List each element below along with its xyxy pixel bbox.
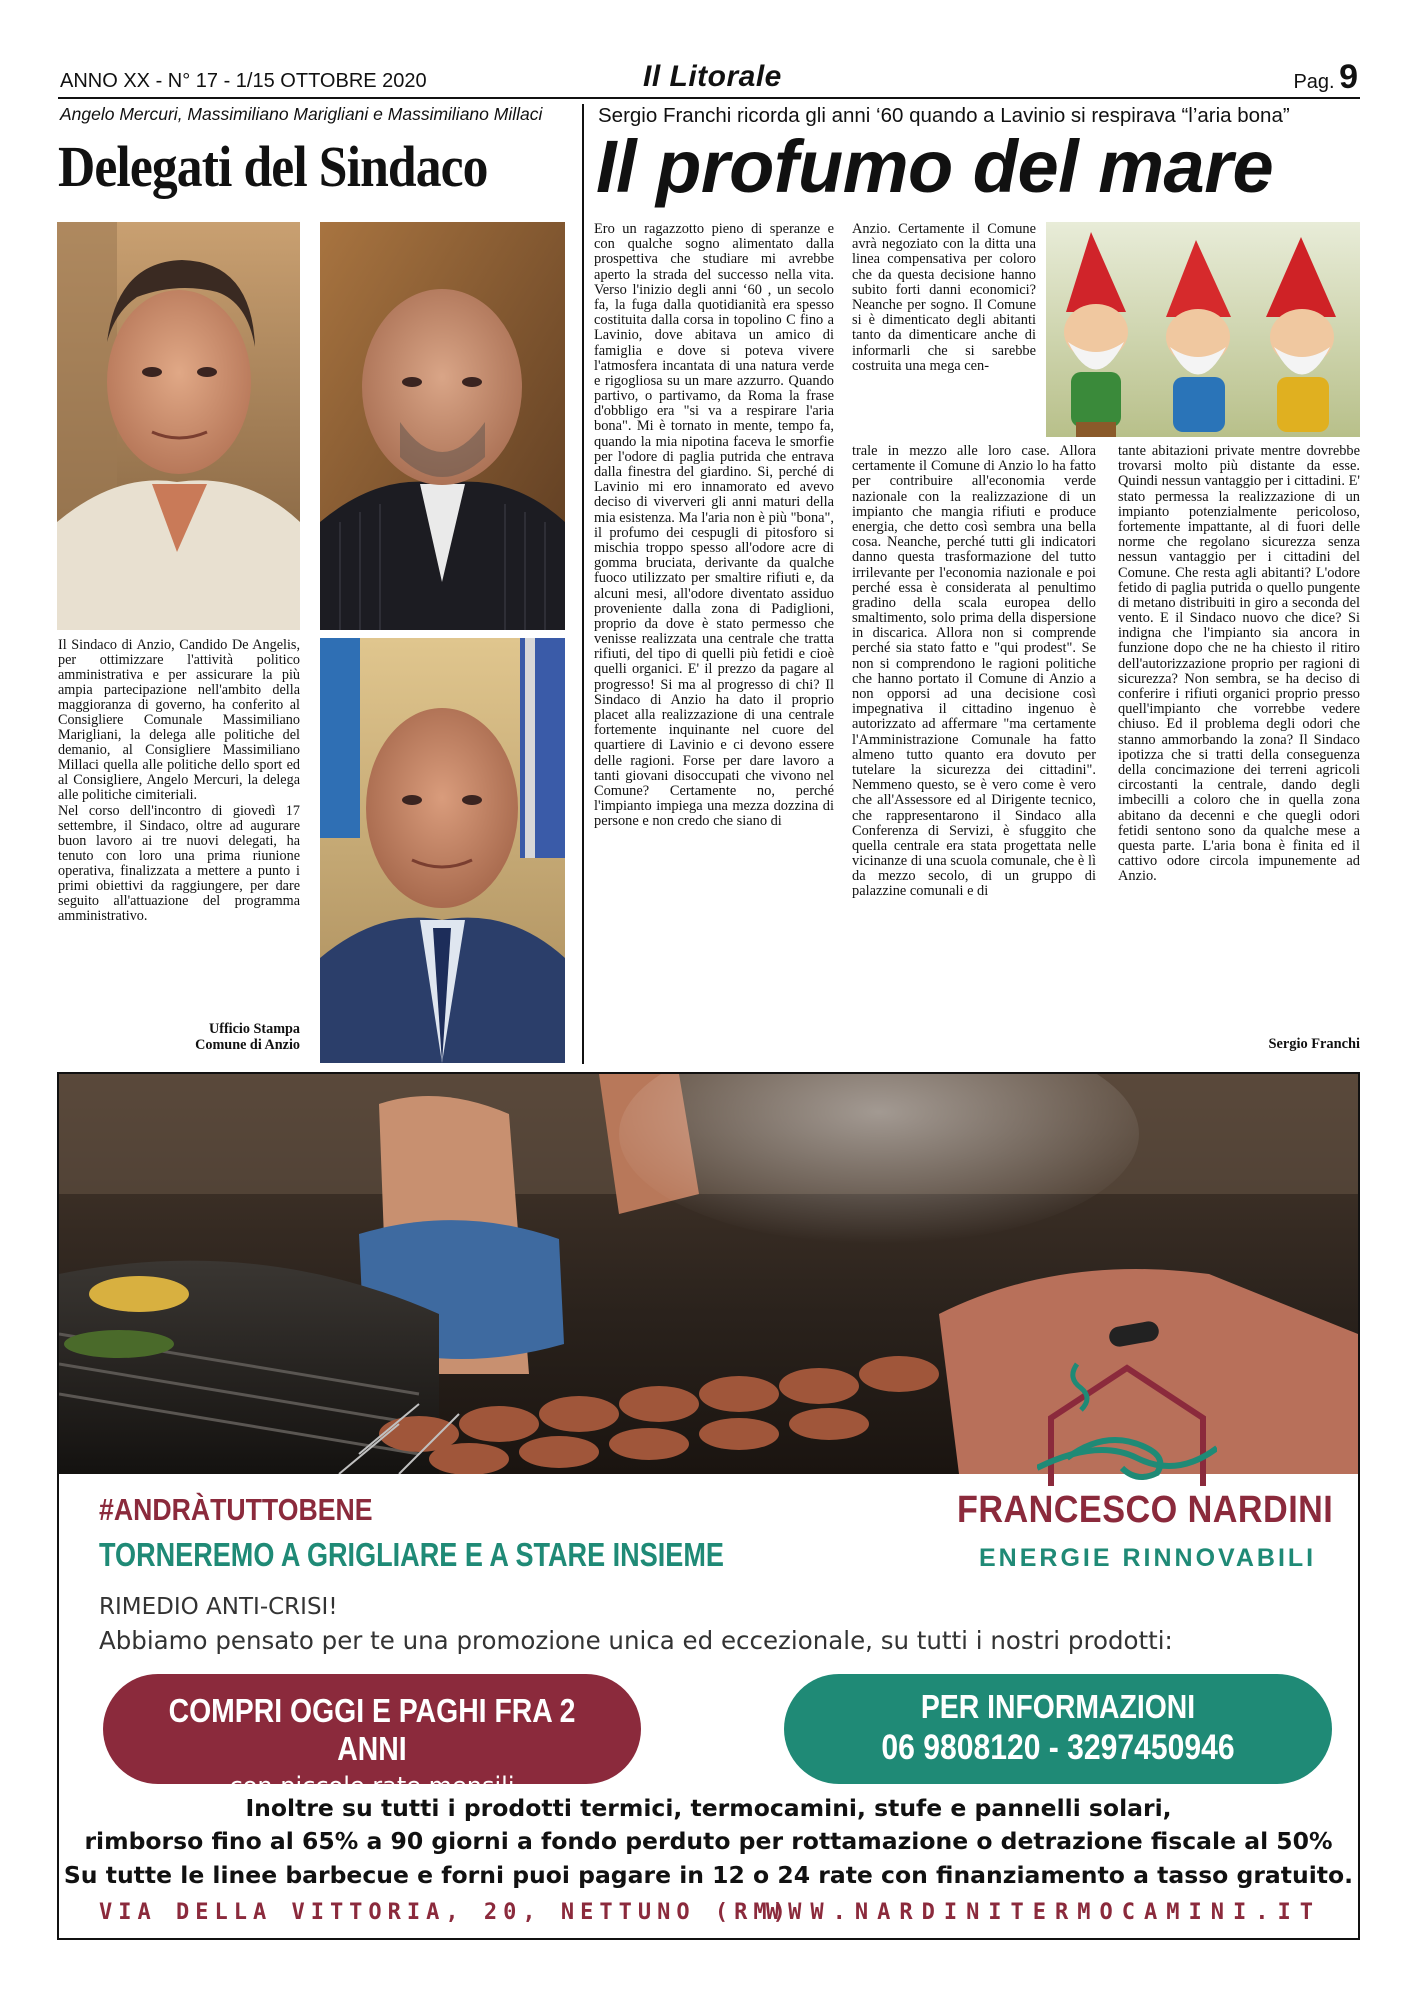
article-text: trale in mezzo alle loro case. Allora certamente il Comune di Anzio lo ha fatto per contribuire all'economia verde nazionale con la realizzazione di un impianto che mangia rifiuti e produce energia, che detto così sembra una bella cosa. Neanche, perché tutti gli indicatori danno questa trasformazione del tutto irrilevante per l'economia nazionale e poi perché essa è considerata al penultimo gradino della scala europea dello smaltimento, solo prima della dispersione in discarica. Allora non si comprende perché sia stato fatto e "qui prodest". Se non si comprendono le ragioni politiche che hanno portato il Comune di Anzio a non opporsi ad una decisione così impegnativa il cittadino ingenuo è autorizzato ad affermare "ma certamente l'Amministrazione Comunale ha fatto almeno tutto quanto era dovuto per tutelare la sicurezza dei cittadini". Nemmeno questo, se è vero come è vero che all'Assessore ed al Dirigente tecnico, che rappresentarono il Sindaco alla Conferenza di Servizi, è sfuggito che quella centrale era stata progettata nelle vicinanze di una scuola comunale, che è lì da mezzo secolo, di un gruppo di palazzine comunali e di (852, 443, 1096, 900)
photo-massimiliano-millaci (320, 638, 565, 1063)
ad-brand-name: FRANCESCO NARDINI (957, 1489, 1334, 1531)
article-column-2-top (852, 222, 1036, 374)
header-rule (58, 97, 1360, 99)
ad-hashtag: #ANDRÀTUTTOBENE (99, 1492, 373, 1527)
left-article-kicker: Angelo Mercuri, Massimiliano Marigliani e Massimiliano Millaci (60, 104, 543, 124)
ad-promo-text: Abbiamo pensato per te una promozione unica ed eccezionale, su tutti i nostri prodotti: (99, 1626, 1173, 1655)
masthead: Il Litorale (643, 60, 782, 93)
signature-line: Comune di Anzio (195, 1036, 300, 1053)
article-column-1 (594, 222, 834, 830)
advertisement (57, 1072, 1360, 1940)
ad-rimedio: RIMEDIO ANTI-CRISI! (99, 1594, 338, 1620)
left-article-body (58, 638, 300, 924)
article-column-3 (1118, 444, 1360, 884)
ad-website: WWW.NARDINITERMOCAMINI.IT (765, 1900, 1322, 1925)
page-number (1293, 58, 1358, 97)
article-column-2-bottom (852, 444, 1096, 900)
article-text: tante abitazioni private mentre dovrebbe trovarsi molto più distante da esse. Quindi nessun vantaggio per i cittadini. E' stato permessa la realizzazione di un impianto potenzialmente pericoloso, fortemente impattante, al di fuori delle norme che regolano sicurezza senza nessun vantaggio per i cittadini del Comune. Che resta agli abitanti? L'odore fetido di paglia putrida o quello pungente di metano distribuiti in giro a seconda del vento. E il Sindaco nuovo che dice? Si indigna che l'impianto sia ancora in funzione dopo che ne ha chiesto il ritiro dell'autorizzazione proprio per ragioni di sicurezza? Non sembra, se ha deciso di conferire i rifiuti organici proprio presso quell'impianto che vorrebbe vedere chiuso. Ed il problema degli odori che stanno ammorbando la zona? Il Sindaco ipotizza che si tratti della conseguenza della concimazione dei terreni agricoli circostanti la centrale, dando degli imbecilli a coloro che in quella zona abitano da decenni e che quegli odori fetidi sentono sono da qualche mese a questa parte. L'aria bona è finita ed il cattivo odore circola impunemente ad Anzio. (1118, 443, 1360, 885)
photo-angelo-mercuri (57, 222, 300, 630)
page-number-value: 9 (1339, 58, 1358, 96)
photo-three-gnomes (1046, 222, 1360, 437)
nardini-house-logo-icon (1037, 1358, 1217, 1491)
left-article-signature (58, 1022, 300, 1053)
ad-tagline: TORNEREMO A GRIGLIARE E A STARE INSIEME (99, 1536, 724, 1573)
ad-conditions (59, 1792, 1358, 1892)
photo-massimiliano-marigliani (320, 222, 565, 630)
article-text: Anzio. Certamente il Comune avrà negoziato con la ditta una linea compensativa per coloro che da questa decisione hanno subito forti danni economici? Neanche per sogno. Il Comune si è dimenticato degli abitanti tanto da dimenticare anche di informarli che si sarebbe costruita una mega cen- (852, 221, 1036, 374)
payment-pill-subtitle: con piccole rate mensili (229, 1772, 515, 1800)
ad-payment-pill (103, 1674, 641, 1800)
signature-line: Ufficio Stampa (208, 1021, 300, 1037)
ad-condition-line: Su tutte le linee barbecue e forni puoi pagare in 12 o 24 rate con finanziamento a tasso gratuito. (63, 1860, 1354, 1889)
right-article-headline: Il profumo del mare (596, 125, 1274, 208)
ad-brand-subtitle: ENERGIE RINNOVABILI (979, 1544, 1317, 1572)
left-article-headline: Delegati del Sindaco (58, 134, 488, 199)
payment-pill-title: COMPRI OGGI E PAGHI FRA 2 ANNI (168, 1692, 576, 1767)
page-label: Pag. (1293, 71, 1335, 93)
ad-address: VIA DELLA VITTORIA, 20, NETTUNO (RM) (99, 1900, 792, 1925)
article-text: Ero un ragazzotto pieno di speranze e con qualche sogno alimentato dalla prospettiva che studiare mi avrebbe aperto la strada del successo nella vita. Verso l'inizio degli anni ‘60 , un secolo fa, la fuga dalla quotidianità era spesso costituita dalla corsa in topolino C fino a Lavinio, dove abitava un amico di famiglia e dove si poteva vivere l'atmosfera incantata di una natura verde e rigogliosa su un mare azzurro. Quando partivo, o partivamo, da Roma la frase d'obbligo era "si va a respirare l'aria bona". Mi è tornato in mente, tempo fa, quando la mia nipotina faceva le smorfie per l'odore di paglia putrida che entrava dalla finestra del giardino. Si, perché di Lavinio mi ero innamorato ed avevo deciso di viververi gli anni maturi della mia esistenza. Ma l'aria non è più "bona", il profumo dei cespugli di pitosforo si mischia troppo spesso all'odore acre di gomma bruciata, derivante da qualche fuoco utilizzato per smaltire rifiuti e, da alcuni mesi, all'odore diventato assiduo proveniente dalla zona di Padiglioni, proprio da dove è stato permesso che venisse realizzata una centrale che tratta rifiuti, del tipo di quelli più fetidi e cioè quelli organici. E' il prezzo da pagare al progresso! Si ma al progresso di chi? Il Sindaco di Anzio ha dato il proprio placet alla realizzazione di una centrale fortemente inquinante nel cuore del quartiere di Lavinio e ci devono essere delle ragioni. Forse per dare lavoro a tanti giovani disoccupati che vivono nel Comune? Certamente no, perché l'impianto impiega una mezza dozzina di persone e non credo che siano di (594, 221, 834, 830)
right-article-signature: Sergio Franchi (1268, 1036, 1360, 1052)
column-divider (582, 104, 584, 1064)
info-pill-title: PER INFORMAZIONI (920, 1688, 1196, 1725)
ad-condition-line: rimborso fino al 65% a 90 giorni a fondo perduto per rottamazione o detrazione fiscale al 50% (84, 1827, 1333, 1856)
info-pill-phone: 06 9808120 - 3297450946 (881, 1728, 1235, 1767)
ad-condition-line: Inoltre su tutti i prodotti termici, termocamini, stufe e pannelli solari, (245, 1794, 1172, 1822)
right-article-kicker: Sergio Franchi ricorda gli anni ‘60 quando a Lavinio si respirava “l’aria bona” (598, 104, 1290, 127)
left-article-paragraph: Nel corso dell'incontro di giovedì 17 settembre, il Sindaco, oltre ad augurare buon lavoro ai tre nuovi delegati, ha tenuto con loro una prima riunione operativa, finalizzata a mettere a punto i primi obiettivi da raggiungere, per dare seguito all'attuazione del programma amministrativo. (58, 802, 300, 924)
left-article-paragraph: Il Sindaco di Anzio, Candido De Angelis, per ottimizzare l'attività politico amministrativa e per assicurare la più ampia partecipazione nell'ambito della maggioranza di governo, ha conferito al Consigliere Comunale Massimiliano Marigliani, la delega alle politiche del demanio, al Consigliere Massimiliano Millaci quella alle politiche dello sport ed al Consigliere, Angelo Mercuri, la delega alle politiche cimiteriali. (58, 637, 300, 804)
issue-info: ANNO XX - N° 17 - 1/15 OTTOBRE 2020 (60, 70, 427, 92)
ad-info-pill (784, 1674, 1332, 1784)
